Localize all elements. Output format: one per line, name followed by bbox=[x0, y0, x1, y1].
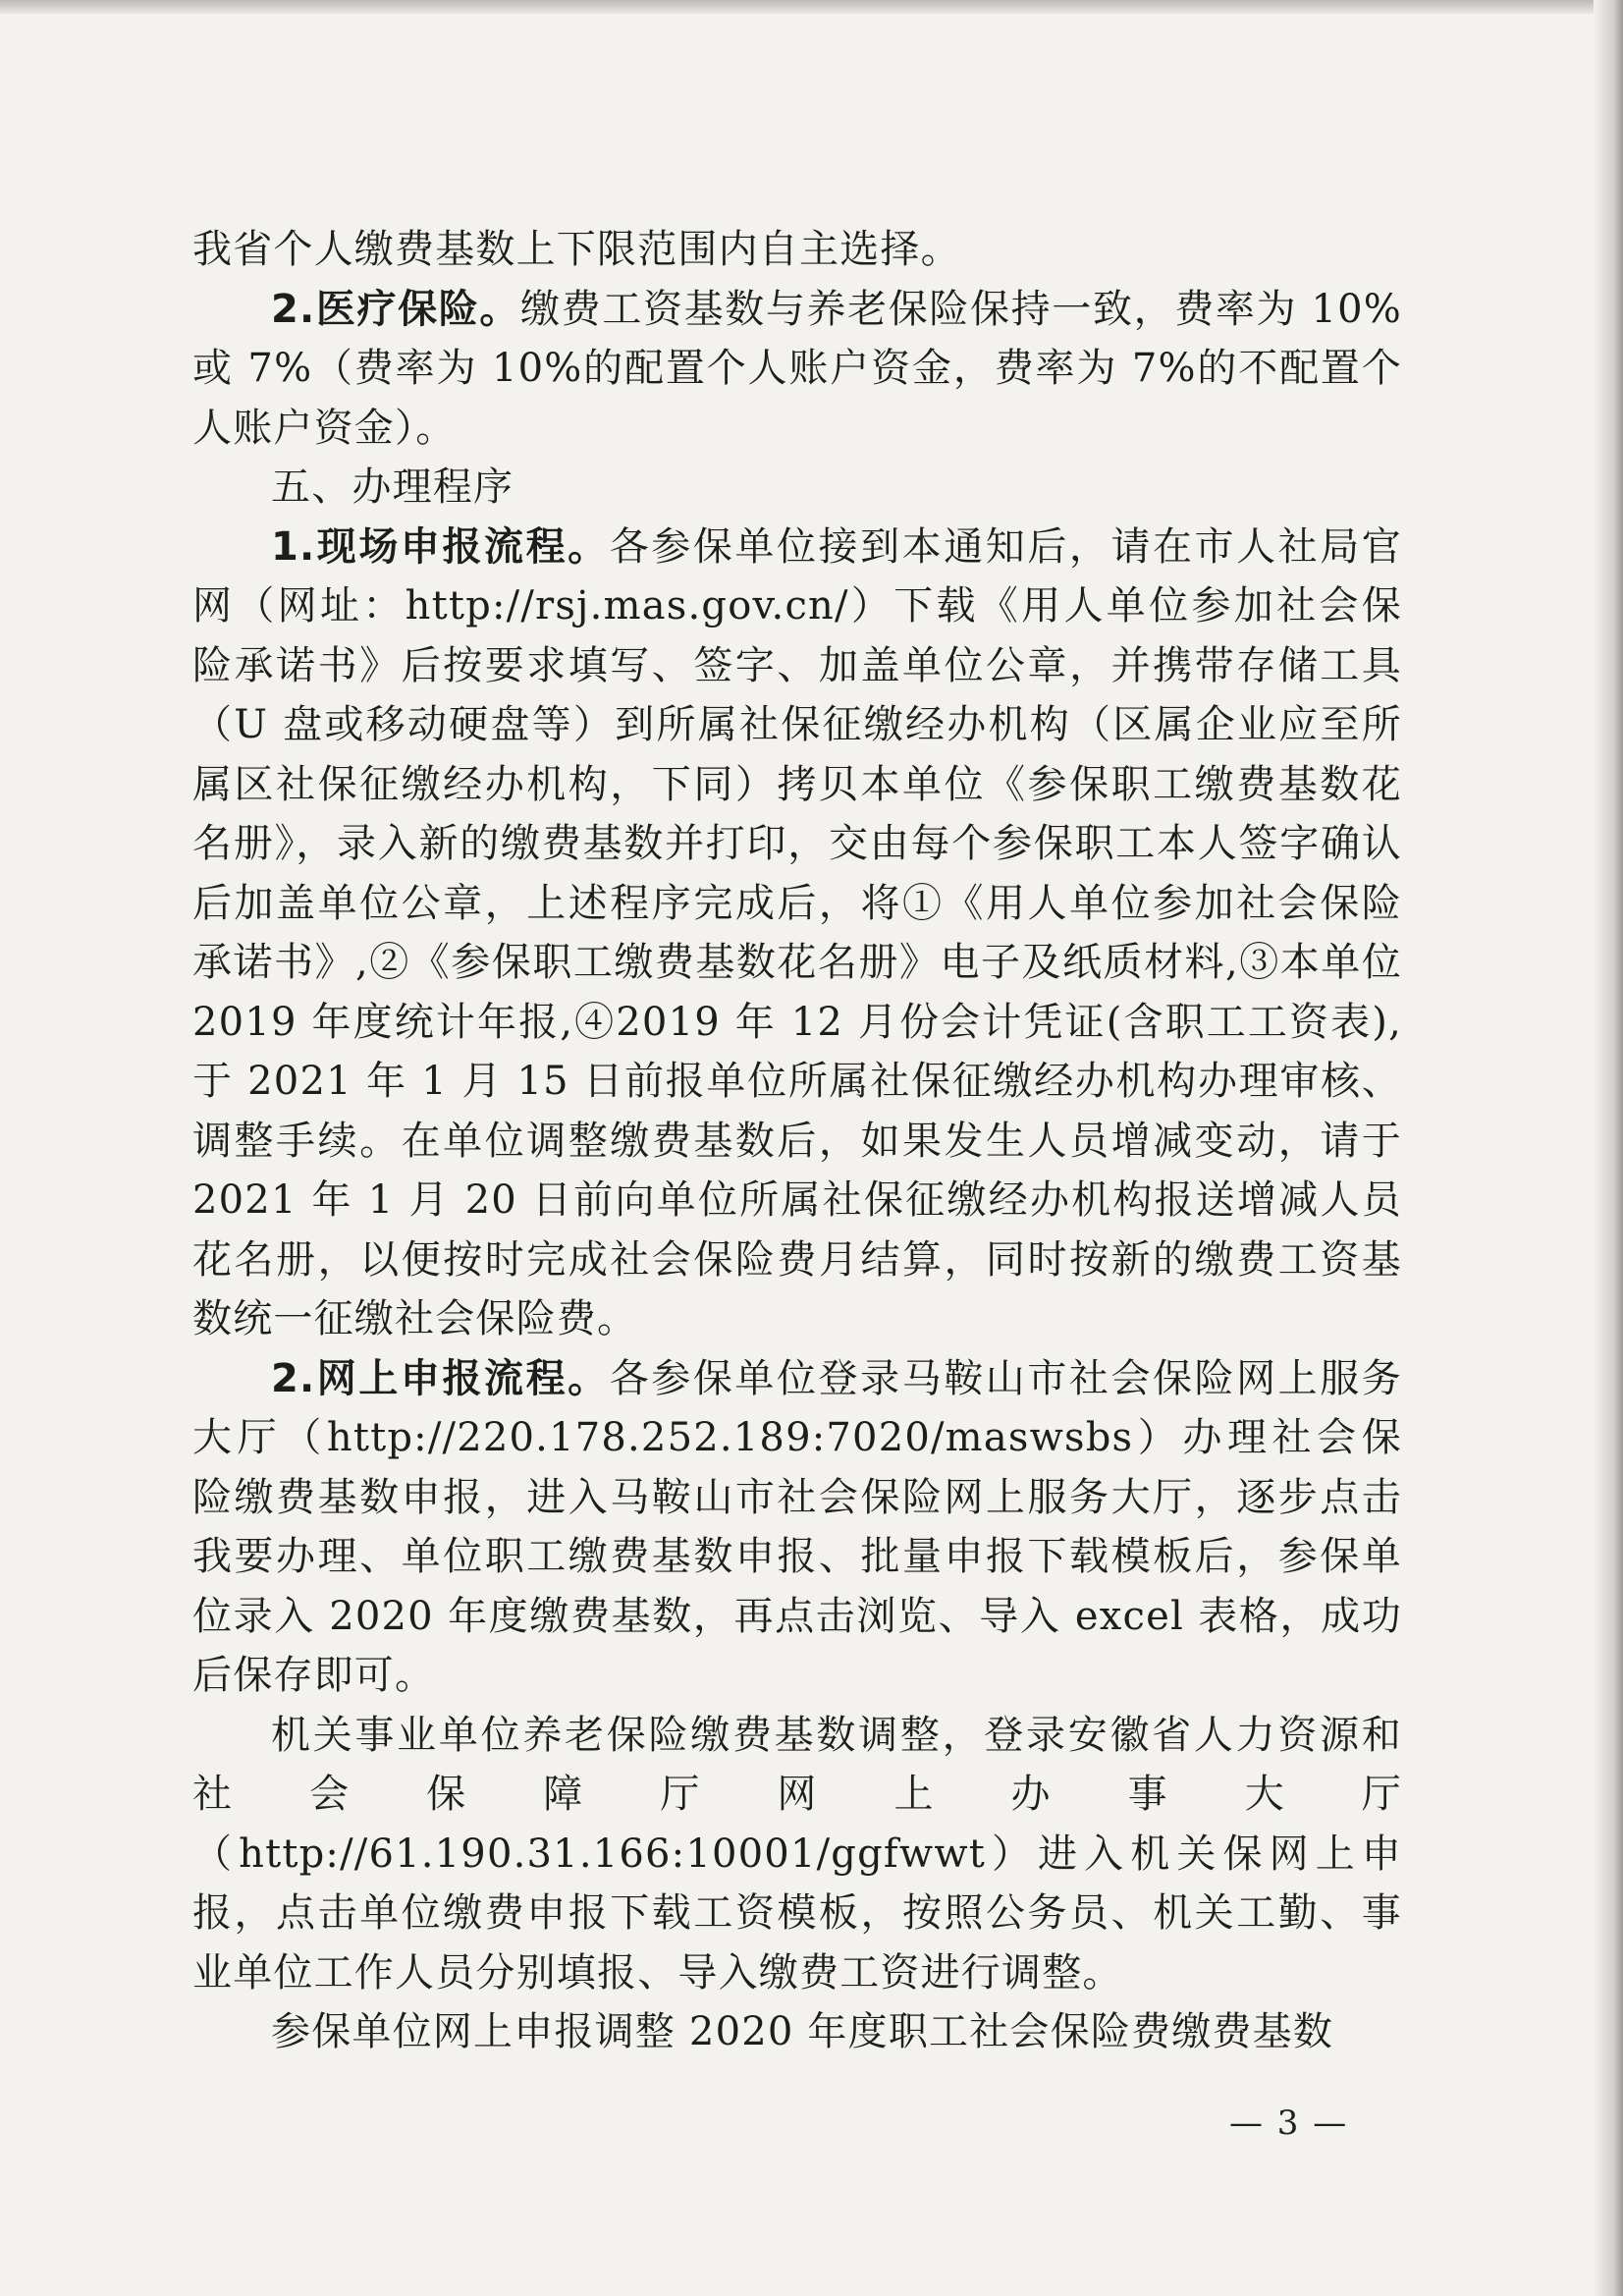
paragraph-1-text: 我省个人缴费基数上下限范围内自主选择。 bbox=[192, 227, 961, 272]
page-number: — 3 — bbox=[1229, 2104, 1349, 2143]
paragraph-4-text: 各参保单位接到本通知后，请在市人社局官网（网址：http://rsj.mas.gov.cn/）下载《用人单位参加社会保险承诺书》后按要求填写、签字、加盖单位公章，并携带存储工具（U 盘或移动硬盘等）到所属社保征缴经办机构（区属企业应至所属区社保征缴经办机构，下同）拷贝本单位《参保职工缴费基数花名册》，录入新的缴费基数并打印，交由每个参保职工本人签字确认后加盖单位公章，上述程序完成后，将①《用人单位参加社会保险承诺书》,②《参保职工缴费基数花名册》电子及纸质材料,③本单位 2019 年度统计年报,④2019 年 12 月份会计凭证(含职工工资表),于 2021 年 1 月 15 日前报单位所属社保征缴经办机构办理审核、调整手续。在单位调整缴费基数后，如果发生人员增减变动，请于 2021 年 1 月 20 日前向单位所属社保征缴经办机构报送增减人员花名册，以便按时完成社会保险费月结算，同时按新的缴费工资基数统一征缴社会保险费。 bbox=[192, 523, 1402, 1341]
paragraph-onsite-process bbox=[192, 518, 1402, 1349]
paragraph-2-text: 缴费工资基数与养老保险保持一致，费率为 10%或 7%（费率为 10%的配置个人账户资金，费率为 7%的不配置个人账户资金）。 bbox=[192, 286, 1402, 451]
paragraph-4-lead: 1.现场申报流程。 bbox=[271, 523, 610, 570]
paragraph-5-lead: 2.网上申报流程。 bbox=[271, 1355, 610, 1401]
paragraph-7-text: 参保单位网上申报调整 2020 年度职工社会保险费缴费基数 bbox=[271, 2009, 1334, 2054]
paragraph-continuation bbox=[192, 2002, 1402, 2062]
section-heading-procedure bbox=[192, 458, 1402, 518]
paragraph-public-institutions bbox=[192, 1706, 1402, 2003]
paragraph-2-lead: 2.医疗保险。 bbox=[271, 286, 521, 332]
scan-edge-top bbox=[0, 0, 1623, 14]
paragraph-5-text: 各参保单位登录马鞍山市社会保险网上服务大厅（http://220.178.252.189:7020/maswsbs）办理社会保险缴费基数申报，进入马鞍山市社会保险网上服务大厅，逐步点击我要办理、单位职工缴费基数申报、批量申报下载模板后，参保单位录入 2020 年度缴费基数，再点击浏览、导入 excel 表格，成功后保存即可。 bbox=[192, 1355, 1402, 1698]
paragraph-online-process bbox=[192, 1349, 1402, 1706]
document-body bbox=[192, 220, 1402, 2062]
scan-edge-right bbox=[1594, 0, 1623, 2296]
paragraph-1 bbox=[192, 220, 1402, 280]
section-heading-text: 五、办理程序 bbox=[271, 465, 514, 510]
paragraph-medical-insurance bbox=[192, 280, 1402, 459]
paragraph-6-text: 机关事业单位养老保险缴费基数调整，登录安徽省人力资源和社会保障厅网上办事大厅（http://61.190.31.166:10001/ggfwwt）进入机关保网上申报，点击单位缴费申报下载工资模板，按照公务员、机关工勤、事业单位工作人员分别填报、导入缴费工资进行调整。 bbox=[192, 1712, 1402, 1995]
